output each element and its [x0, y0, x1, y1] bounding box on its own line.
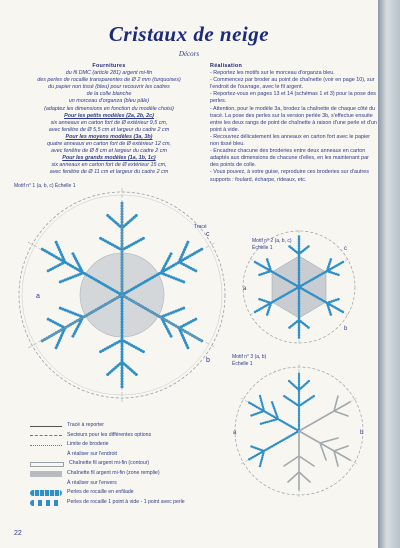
motif-1-diagram	[8, 180, 240, 412]
sector-letter-b: b	[360, 430, 364, 436]
sector-letter-b: b	[206, 357, 210, 364]
supply-line: six anneaux en carton fort de Ø extérieur 9,5 cm,	[50, 119, 168, 126]
instruction-step: - Attention, pour le modèle 3a, brodez la chaînette de chaque côté du tracé. La pose des perles sur la version perlée 3b, s'effectue ensuite entre les deux rangs de point de chaînette à raison d'une perle et d'un point à vide.	[210, 105, 377, 133]
motif-3-scale: Échelle 1	[232, 361, 253, 367]
swatch-traced-line	[30, 426, 62, 427]
instruction-step: - Encadrez chacune des broderies entre deux anneaux en carton adaptés aux dimensions de chacune d'elles, en les maintenant par des points de colle.	[210, 148, 369, 169]
sector-letter-a: a	[36, 293, 40, 300]
legend-item: Perles de rocaille en enfilade	[30, 488, 185, 498]
supply-line: un morceau d'organza (bleu pâle)	[68, 98, 150, 105]
legend-item: Tracé à reporter	[30, 421, 185, 431]
motif-2-label: Motif n° 2 (a, b, c)	[252, 238, 292, 244]
supply-line: des perles de rocaille transparentes de Ø 2 mm (turquoises)	[37, 77, 181, 84]
instruction-step: - Recouvrez délicatement les anneaux en carton fort avec le papier non tissé bleu.	[210, 133, 371, 148]
sector-letter-c: c	[344, 246, 347, 252]
sector-letter-a: a	[233, 430, 237, 436]
supply-line: du fil DMC (article 281) argent mi-fin	[65, 70, 153, 77]
motif-3-diagram	[228, 360, 370, 502]
swatch-back-side	[30, 480, 62, 486]
swatch-chain-filled	[30, 471, 62, 477]
snowflake-3-chain-arms	[284, 396, 350, 490]
motif-2-scale: Échelle 1	[252, 245, 273, 251]
legend-item: À réaliser sur l'endroit	[30, 450, 185, 460]
swatch-sector-line	[30, 435, 62, 436]
supplies-column	[18, 63, 200, 177]
snowflake-2-arms	[255, 236, 343, 338]
legend-item: Secteurs pour les différentes options	[30, 431, 185, 441]
swatch-limit-line	[30, 445, 62, 446]
supply-line: quatre anneaux en carton fort de Ø extérieur 12 cm,	[46, 141, 172, 148]
legend-item: Perles de rocaille 1 point à vide - 1 point avec perle	[30, 498, 185, 508]
page-subtitle: Décors	[178, 50, 200, 58]
legend	[30, 421, 185, 507]
supply-line: six anneaux en carton fort de Ø extérieur 15 cm,	[51, 162, 167, 169]
instruction-step: - Reportez les motifs sur le morceau d'organza bleu.	[210, 70, 335, 77]
medium-models-heading: Pour les moyens modèles (3a, 3b)	[65, 133, 153, 140]
swatch-beads-string	[30, 490, 62, 496]
instructions-column	[210, 63, 378, 184]
instruction-step: - Reportez-vous en pages 13 et 14 (schémas 1 et 3) pour la pose des perles.	[210, 91, 377, 105]
page-number: 22	[14, 530, 22, 537]
sector-letter-c: c	[206, 231, 210, 238]
sector-letter-a: a	[243, 286, 247, 292]
small-models-heading: Pour les petits modèles (2a, 2b, 2c)	[64, 112, 154, 119]
swatch-chain-outline	[30, 462, 64, 467]
legend-item: Chaînette fil argent mi-fin (zone remplie)	[30, 469, 185, 479]
legend-item: Limite de broderie	[30, 440, 185, 450]
legend-item: À réaliser sur l'envers	[30, 479, 185, 489]
legend-item: Chaînette fil argent mi-fin (contour)	[30, 459, 185, 469]
page-title: Cristaux de neige	[108, 22, 270, 46]
supply-line: avec fenêtre de Ø 8 cm et largeur du cadre 2 cm	[51, 148, 167, 155]
motif-1-label: Motif n° 1 (a, b, c) Échelle 1	[14, 183, 76, 189]
instruction-step: - Commencez par broder au point de chaînette (voir en page 10), sur l'endroit de l'ouvrage, avec le fil argent.	[210, 77, 375, 91]
instruction-step: - Vous pouvez, à votre guise, reproduire ces broderies sur d'autres supports : foulard, écharpe, rideaux, etc.	[210, 169, 369, 183]
swatch-beads-spaced	[30, 500, 62, 506]
motif-3-label: Motif n° 3 (a, b)	[232, 354, 267, 360]
traced-label: Tracé	[194, 224, 207, 230]
supply-line: du papier non tissé (bleu) pour recouvrir les cadres	[48, 84, 170, 91]
page-edge	[378, 0, 400, 548]
swatch-front-side	[30, 452, 62, 458]
supply-line: avec fenêtre de Ø 5,5 cm et largeur du cadre 2 cm	[48, 126, 170, 133]
supply-line: de la colle blanche	[86, 91, 132, 98]
snowflake-3-beaded-arms	[248, 372, 314, 466]
supply-line: (adaptez les dimensions en fonction du modèle choisi)	[44, 105, 174, 112]
instructions-heading: Réalisation	[210, 63, 243, 69]
supply-line: avec fenêtre de Ø 11 cm et largeur du cadre 2 cm	[49, 169, 169, 176]
large-models-heading: Pour les grands modèles (1a, 1b, 1c)	[62, 155, 156, 162]
sector-letter-b: b	[344, 326, 348, 332]
supplies-heading: Fournitures	[92, 63, 126, 69]
